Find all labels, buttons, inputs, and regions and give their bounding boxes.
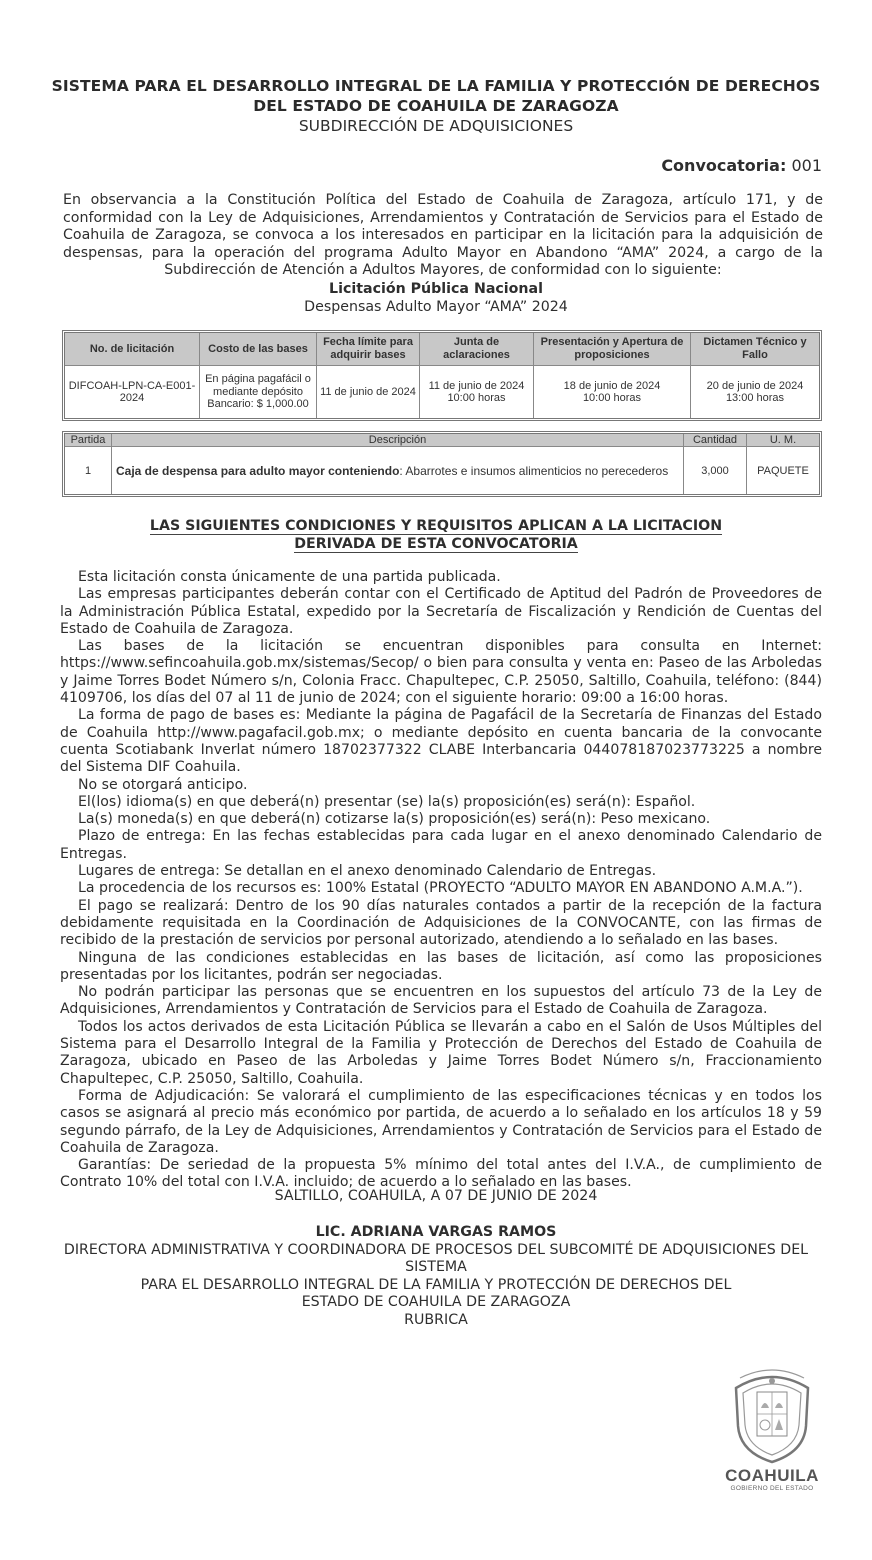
header-subtitle: SUBDIRECCIÓN DE ADQUISICIONES xyxy=(298,117,574,135)
col-dictamen: Dictamen Técnico y Fallo xyxy=(691,333,819,366)
condition-paragraph: Garantías: De seriedad de la propuesta 5% mínimo del total antes del I.V.A., de cumplimiento de Contrato 10% del total con I.V.A. incluido; de acuerdo a lo señalado en las bases. xyxy=(60,1157,822,1191)
condition-paragraph: La procedencia de los recursos es: 100% Estatal (PROYECTO “ADULTO MAYOR EN ABANDONO A.M.A.”). xyxy=(78,880,803,897)
col-partida: Partida xyxy=(65,434,112,447)
header-title-line2: DEL ESTADO DE COAHUILA DE ZARAGOZA xyxy=(253,97,619,115)
signer-title-line3: ESTADO DE COAHUILA DE ZARAGOZA xyxy=(301,1294,571,1310)
col-descripcion: Descripción xyxy=(112,434,684,447)
desc-rest: : Abarrotes e insumos alimenticios no perecederos xyxy=(399,463,669,478)
signature-block xyxy=(40,1224,832,1329)
col-numero: No. de licitación xyxy=(65,333,200,366)
condition-paragraph: La forma de pago de bases es: Mediante la página de Pagafácil de la Secretaría de Finanzas del Estado de Coahuila http://www.pagafacil.gob.mx; o mediante depósito en cuenta bancaria de la convocante cuenta Scotiabank Inverlat número 18702377322 CLABE Interbancaria 044078187023773225 a nombre del Sistema DIF Coahuila. xyxy=(60,707,822,776)
table-row xyxy=(65,447,819,494)
condition-paragraph: Ninguna de las condiciones establecidas en las bases de licitación, así como las proposiciones presentadas por los licitantes, podrán ser negociadas. xyxy=(60,949,822,983)
conditions-body xyxy=(60,569,822,1192)
condition-paragraph: Forma de Adjudicación: Se valorará el cumplimiento de las especificaciones técnicas y en todos los casos se asignará al precio más económico por partida, de acuerdo a lo señalado en los artículos 18 y 59 segundo párrafo, de la Ley de Adquisiciones, Arrendamientos y Contratación de Servicios para el Estado de Coahuila de Zaragoza. xyxy=(60,1087,822,1156)
document-header xyxy=(40,76,832,136)
col-junta: Junta de aclaraciones xyxy=(420,333,534,366)
col-costo: Costo de las bases xyxy=(200,333,317,366)
cell-fecha-limite: 11 de junio de 2024 xyxy=(317,366,420,418)
conditions-heading xyxy=(40,517,832,553)
cell-junta xyxy=(420,366,534,418)
convocatoria-label: Convocatoria: xyxy=(661,156,787,175)
dictamen-fecha: 20 de junio de 2024 xyxy=(706,379,804,392)
condition-paragraph: La(s) moneda(s) en que deberá(n) cotizarse la(s) proposición(es) será(n): Peso mexicano. xyxy=(78,811,711,828)
partida-table xyxy=(62,431,822,497)
col-cantidad: Cantidad xyxy=(684,434,747,447)
condition-paragraph: Plazo de entrega: En las fechas establecidas para cada lugar en el anexo denominado Calendario de Entregas. xyxy=(60,828,822,862)
licitacion-schedule-table xyxy=(62,330,822,421)
table-header-row xyxy=(65,333,819,366)
logo-subtitle: GOBIERNO DEL ESTADO xyxy=(730,1485,814,1492)
presentacion-hora: 10:00 horas xyxy=(582,392,642,404)
signer-title-line1: DIRECTORA ADMINISTRATIVA Y COORDINADORA DE PROCESOS DEL SUBCOMITÉ DE ADQUISICIONES DEL SISTEMA xyxy=(63,1241,809,1275)
dictamen-hora: 13:00 horas xyxy=(725,392,785,404)
convocatoria-number xyxy=(661,156,822,176)
signer-title-line2: PARA EL DESARROLLO INTEGRAL DE LA FAMILIA Y PROTECCIÓN DE DERECHOS DEL xyxy=(140,1276,732,1293)
logo-wordmark: COAHUILA xyxy=(725,1466,819,1485)
licitacion-subtitle: Despensas Adulto Mayor “AMA” 2024 xyxy=(304,299,568,315)
place-date: SALTILLO, COAHUILA, A 07 DE JUNIO DE 2024 xyxy=(274,1188,598,1204)
licitacion-title: Licitación Pública Nacional xyxy=(329,281,543,297)
condition-paragraph: No se otorgará anticipo. xyxy=(78,776,248,793)
junta-fecha: 11 de junio de 2024 xyxy=(428,379,525,392)
cell-partida: 1 xyxy=(65,447,112,494)
intro-paragraph: En observancia a la Constitución Política del Estado de Coahuila de Zaragoza, artículo 171, y de conformidad con la Ley de Adquisiciones, Arrendamientos y Contratación de Servicios para el Estado de Coahuila de Zaragoza, se convoca a los interesados en participar en la licitación para la adquisición de despensas, para la operación del programa Adulto Mayor en Abandono “AMA” 2024, a cargo de la Subdirección de Atención a Adultos Mayores, de conformidad con lo siguiente: xyxy=(63,192,823,278)
convocatoria-value: 001 xyxy=(791,156,822,175)
desc-bold: Caja de despensa para adulto mayor conteniendo xyxy=(116,463,400,478)
licitacion-heading xyxy=(40,280,832,316)
rubrica-label: RUBRICA xyxy=(404,1311,468,1328)
condition-paragraph: Esta licitación consta únicamente de una partida publicada. xyxy=(78,569,501,585)
col-um: U. M. xyxy=(747,434,819,447)
conditions-title-line1: LAS SIGUIENTES CONDICIONES Y REQUISITOS APLICAN A LA LICITACION xyxy=(149,518,723,534)
condition-paragraph: El pago se realizará: Dentro de los 90 días naturales contados a partir de la recepción de la factura debidamente requisitada en la Coordinación de Adquisiciones de la CONVOCANTE, con las firmas de recibido de la prestación de servicios por personal autorizado, atendiendo a lo señalado en las bases. xyxy=(60,897,822,949)
table-header-row xyxy=(65,434,819,447)
header-title-line1: SISTEMA PARA EL DESARROLLO INTEGRAL DE LA FAMILIA Y PROTECCIÓN DE DERECHOS xyxy=(51,77,821,95)
condition-paragraph: Todos los actos derivados de esta Licitación Pública se llevarán a cabo en el Salón de Usos Múltiples del Sistema para el Desarrollo Integral de la Familia y Protección de Derechos del Estado de Coahuila de Zaragoza, ubicado en Paseo de las Arboledas y Jaime Torres Bodet Número s/n, Fraccionamiento Chapultepec, C.P. 25050, Saltillo, Coahuila. xyxy=(60,1018,822,1087)
signer-name: LIC. ADRIANA VARGAS RAMOS xyxy=(315,1224,557,1240)
cell-cantidad: 3,000 xyxy=(684,447,747,494)
cell-um: PAQUETE xyxy=(757,464,809,477)
coat-of-arms-icon xyxy=(716,1368,828,1466)
condition-paragraph: Lugares de entrega: Se detallan en el anexo denominado Calendario de Entregas. xyxy=(78,863,657,880)
condition-paragraph: El(los) idioma(s) en que deberá(n) presentar (se) la(s) proposición(es) será(n): Español. xyxy=(78,793,696,810)
cell-costo: En página pagafácil o mediante depósito Bancario: $ 1,000.00 xyxy=(200,366,317,418)
condition-paragraph: Las empresas participantes deberán contar con el Certificado de Aptitud del Padrón de Proveedores de la Administración Pública Estatal, expedido por la Secretaría de Fiscalización y Rendición de Cuentas del Estado de Coahuila de Zaragoza. xyxy=(60,586,822,637)
cell-dictamen xyxy=(691,366,819,418)
coahuila-logo xyxy=(716,1368,828,1498)
cell-presentacion xyxy=(534,366,691,418)
table-row xyxy=(65,366,819,418)
col-fecha-limite: Fecha límite para adquirir bases xyxy=(317,333,420,366)
condition-paragraph: Las bases de la licitación se encuentran disponibles para consulta en Internet: https://www.sefincoahuila.gob.mx/sistemas/Secop/ o bien para consulta y venta en: Paseo de las Arboledas y Jaime Torres Bodet Número s/n, Colonia Fracc. Chapultepec, C.P. 25050, Saltillo, Coahuila, teléfono: (844) 4109706, los días del 07 al 11 de junio de 2024; con el siguiente horario: 09:00 a 16:00 horas. xyxy=(60,638,822,707)
conditions-title-line2: DERIVADA DE ESTA CONVOCATORIA xyxy=(294,536,578,552)
presentacion-fecha: 18 de junio de 2024 xyxy=(563,379,661,392)
condition-paragraph: No podrán participar las personas que se encuentren en los supuestos del artículo 73 de la Ley de Adquisiciones, Arrendamientos y Contratación de Servicios para el Estado de Coahuila de Zaragoza. xyxy=(60,984,822,1018)
junta-hora: 10:00 horas xyxy=(447,392,506,404)
cell-numero: DIFCOAH-LPN-CA-E001-2024 xyxy=(65,366,200,418)
cell-descripcion xyxy=(112,447,684,494)
col-presentacion: Presentación y Apertura de proposiciones xyxy=(534,333,691,366)
